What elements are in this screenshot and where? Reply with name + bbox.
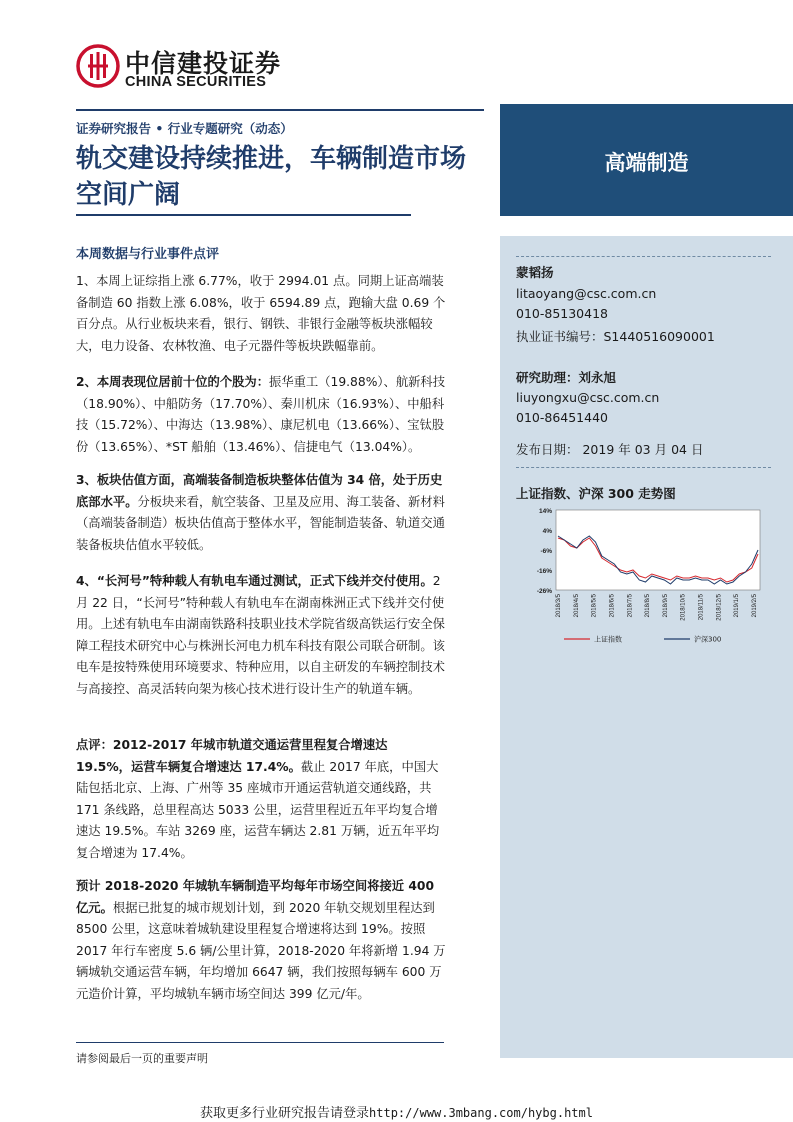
analyst-1-phone: 010-85130418: [516, 306, 608, 321]
paragraph-2: [76, 372, 446, 458]
logo-mark-icon: [76, 44, 120, 88]
bottom-link[interactable]: [0, 1102, 793, 1121]
title-underline: [76, 214, 411, 216]
x-tick-label: 2018/4/5: [573, 594, 580, 618]
logo-chinese: 中信建投证券: [125, 49, 282, 78]
x-tick-label: 2018/5/5: [591, 594, 598, 618]
y-tick-label: -26%: [536, 588, 552, 595]
chart-title: 上证指数、沪深 300 走势图: [516, 486, 676, 501]
paragraph-5: [76, 735, 446, 864]
paragraph-5-text: 截止 2017 年底，中国大陆包括北京、上海、广州等 35 座城市开通运营轨道交通线路，共 171 条线路，总里程高达 5033 公里，运营里程近五年平均复合增速达 19.5%。车站 3269 座，运营车辆达 2.81 万辆，近五年平均复合增速为 17.4%。: [76, 759, 440, 860]
paragraph-2-lead: 2、本周表现位居前十位的个股为：: [76, 375, 270, 389]
x-tick-label: 2018/6/5: [609, 594, 616, 618]
x-tick-label: 2018/8/5: [645, 594, 652, 618]
paragraph-3: [76, 470, 446, 556]
paragraph-4: [76, 571, 446, 700]
index-trend-chart: [516, 504, 772, 650]
x-tick-label: 2019/1/5: [734, 594, 741, 618]
publish-date: 发布日期： 2019 年 03 月 04 日: [516, 442, 704, 457]
x-tick-label: 2018/7/5: [627, 594, 634, 618]
footer-divider: [76, 1042, 444, 1043]
logo-english: CHINA SECURITIES: [125, 74, 267, 90]
x-tick-label: 2018/10/5: [680, 594, 687, 621]
link-prefix: 获取更多行业研究报告请登录: [200, 1106, 370, 1121]
analyst-divider: [516, 256, 771, 257]
analyst-1-email[interactable]: litaoyang@csc.com.cn: [516, 286, 657, 301]
paragraph-1: 1、本周上证综指上涨 6.77%，收于 2994.01 点。同期上证高端装备制造 60 指数上涨 6.08%，收于 6594.89 点，跑输大盘 0.69 个百分点。从行业板块来看，银行、钢铁、非银行金融等板块涨幅较大，电力设备、农林牧渔、电子元器件等板块跌幅靠前。: [76, 274, 446, 353]
report-title: 轨交建设持续推进，车辆制造市场空间广阔: [76, 144, 467, 210]
paragraph-4-text: 2 月 22 日，“长河号”特种载人有轨电车在湖南株洲正式下线并交付使用。上述有轨电车由湖南铁路科技职业技术学院省级高铁运行安全保障工程技术研究中心与株洲长河电力机车科技有限公司联合研制。该电车是按特殊使用环境要求、特种应用，以自主研发的车辆控制技术与高接控、高灵活转向架为核心技术进行设计生产的轨道车辆。: [76, 574, 445, 696]
disclaimer-note: 请参阅最后一页的重要声明: [76, 1052, 208, 1065]
x-tick-label: 2018/3/5: [556, 594, 562, 618]
paragraph-2-text: 振华重工（19.88%）、航新科技（18.90%）、中船防务（17.70%）、秦川机床（16.93%）、中船科技（15.72%）、中海达（13.98%）、康尼机电（13.66%）、宝钛股份（13.65%）、*ST 船舶（13.46%）、信捷电气（13.04%）。: [76, 375, 446, 454]
x-tick-label: 2018/9/5: [662, 594, 669, 618]
report-type: 证券研究报告 • 行业专题研究（动态）: [76, 121, 293, 136]
link-url[interactable]: http://www.3mbang.com/hybg.html: [369, 1106, 593, 1120]
legend-label: 上证指数: [594, 635, 622, 644]
sector-label: 高端制造: [604, 151, 689, 175]
paragraph-3-text: 分板块来看，航空装备、卫星及应用、海工装备、新材料（高端装备制造）板块估值高于整体水平，智能制造装备、轨道交通装备板块估值水平较低。: [76, 494, 445, 552]
paragraph-6-lead: 预计 2018-2020 年城轨车辆制造平均每年市场空间将接近 400 亿元。: [76, 879, 435, 915]
paragraph-6: [76, 876, 446, 1005]
chart-divider: [516, 467, 771, 468]
x-tick-label: 2019/2/5: [752, 594, 758, 618]
analyst-1-cert: 执业证书编号：S1440516090001: [516, 329, 715, 344]
x-tick-label: 2018/11/5: [698, 594, 705, 621]
y-tick-label: -16%: [536, 568, 552, 575]
y-tick-label: 14%: [538, 508, 552, 515]
x-tick-label: 2018/12/5: [716, 594, 723, 621]
analyst-2-phone: 010-86451440: [516, 410, 608, 425]
paragraph-4-lead: 4、“长河号”特种载人有轨电车通过测试，正式下线并交付使用。: [76, 574, 433, 588]
legend-label: 沪深300: [694, 635, 722, 644]
paragraph-3-lead: 3、板块估值方面，高端装备制造板块整体估值为 34 倍，处于历史底部水平。: [76, 473, 443, 509]
y-tick-label: -6%: [540, 548, 552, 555]
analyst-2-label: 研究助理：刘永旭: [516, 370, 617, 385]
analyst-2-email[interactable]: liuyongxu@csc.com.cn: [516, 390, 660, 405]
header-divider: [76, 109, 484, 111]
paragraph-6-text: 根据已批复的城市规划计划，到 2020 年轨交规划里程达到 8500 公里，这意味着城轨建设里程复合增速将达到 19%。按照 2017 年行车密度 5.6 辆/公里计算，2018-2020 年将新增 1.94 万辆城轨交通运营车辆，年均增加 6647 辆，我们按照每辆车 600 万元造价计算，平均城轨车辆市场空间达 399 亿元/年。: [76, 900, 446, 1001]
analyst-1-name: 蒙韬扬: [516, 265, 554, 280]
y-tick-label: 4%: [542, 528, 552, 535]
section-title: 本周数据与行业事件点评: [76, 247, 220, 262]
paragraph-5-lead: 点评：2012-2017 年城市轨道交通运营里程复合增速达 19.5%，运营车辆复合增速达 17.4%。: [76, 738, 388, 774]
